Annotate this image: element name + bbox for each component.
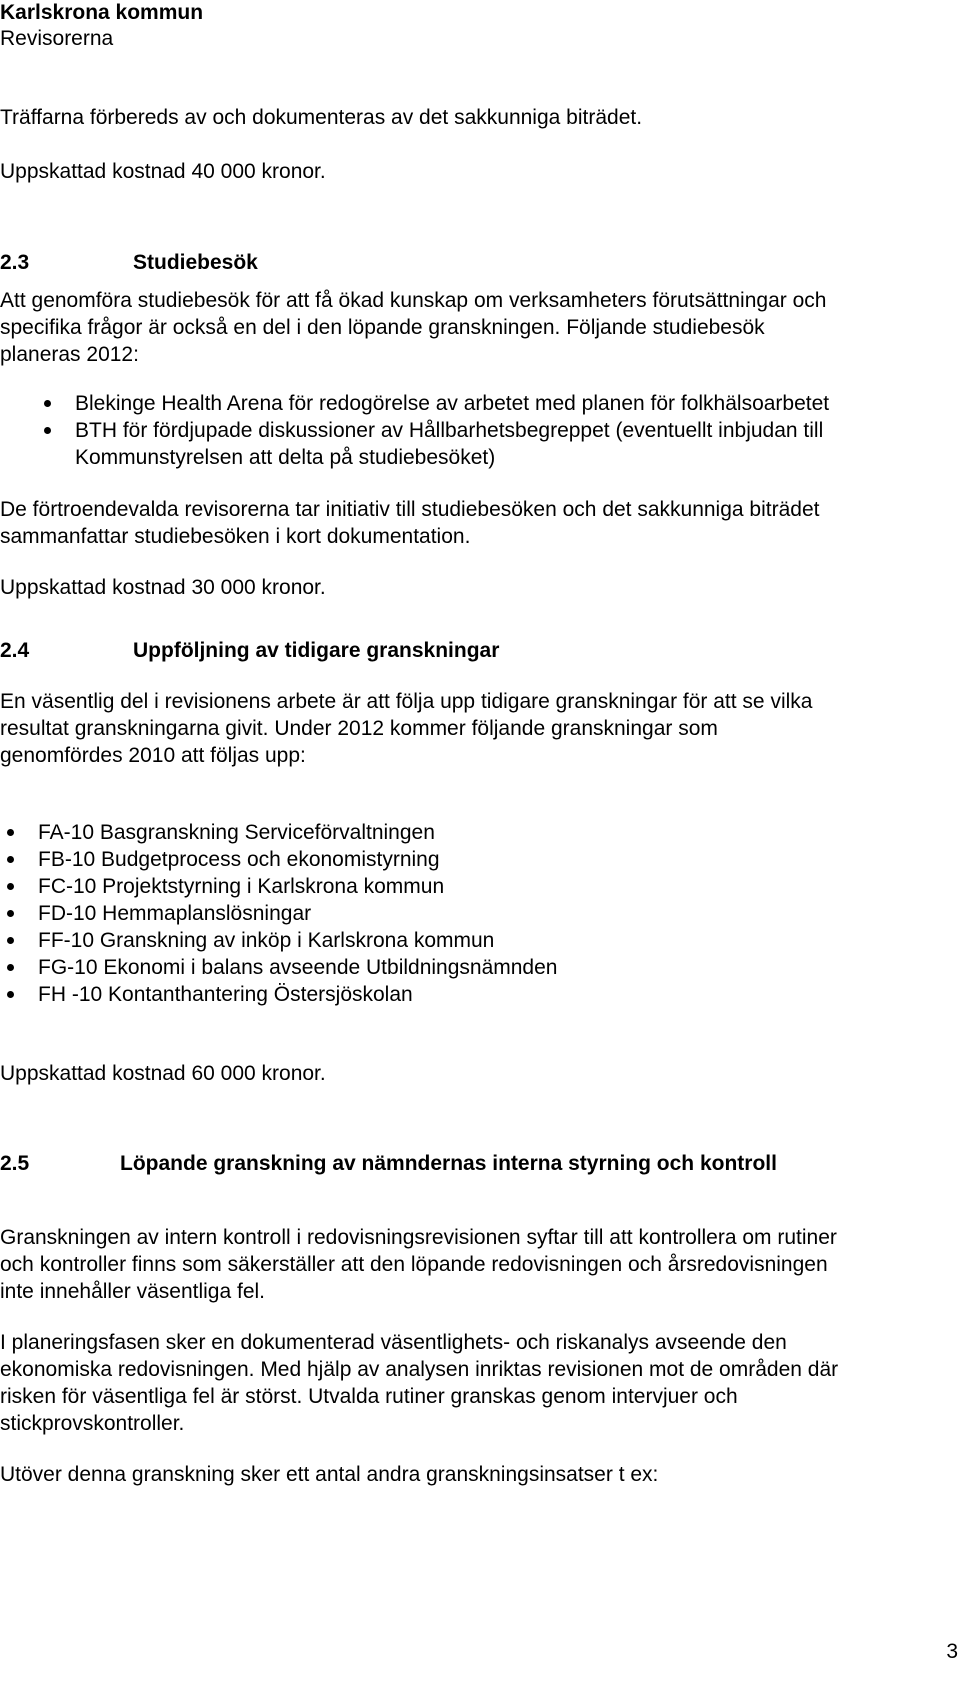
page-number: 3 xyxy=(946,1640,958,1663)
section-number: 2.4 xyxy=(0,639,30,662)
paragraph-line: specifika frågor är också en del i den löpande granskningen. Följande studiebesök xyxy=(0,316,765,339)
bullet-icon xyxy=(7,910,14,917)
paragraph-line: risken för väsentliga fel är störst. Utvalda rutiner granskas genom intervjuer och xyxy=(0,1385,738,1408)
bullet-icon xyxy=(44,427,51,434)
paragraph-line: De förtroendevalda revisorerna tar initiativ till studiebesöken och det sakkunniga biträdet xyxy=(0,498,820,521)
list-item: FA-10 Basgranskning Serviceförvaltningen xyxy=(38,821,435,844)
bullet-icon xyxy=(7,991,14,998)
paragraph-line: resultat granskningarna givit. Under 2012 kommer följande granskningar som xyxy=(0,717,718,740)
bullet-icon xyxy=(7,964,14,971)
bullet-icon xyxy=(7,829,14,836)
section-heading: Studiebesök xyxy=(133,251,258,274)
paragraph-line: Utöver denna granskning sker ett antal andra granskningsinsatser t ex: xyxy=(0,1463,659,1486)
cost-estimate: Uppskattad kostnad 60 000 kronor. xyxy=(0,1062,326,1085)
list-item: FC-10 Projektstyrning i Karlskrona kommun xyxy=(38,875,445,898)
paragraph-line: planeras 2012: xyxy=(0,343,139,366)
section-number: 2.3 xyxy=(0,251,30,274)
cost-estimate: Uppskattad kostnad 30 000 kronor. xyxy=(0,576,326,599)
paragraph-line: I planeringsfasen sker en dokumenterad väsentlighets- och riskanalys avseende den xyxy=(0,1331,787,1354)
paragraph-line: inte innehåller väsentliga fel. xyxy=(0,1280,266,1303)
list-item: BTH för fördjupade diskussioner av Hållbarhetsbegreppet (eventuellt inbjudan till xyxy=(75,419,824,442)
list-item: FD-10 Hemmaplanslösningar xyxy=(38,902,312,925)
bullet-icon xyxy=(7,937,14,944)
paragraph-line: Granskningen av intern kontroll i redovisningsrevisionen syftar till att kontrollera om rutiner xyxy=(0,1226,837,1249)
bullet-icon xyxy=(44,400,51,407)
section-heading: Löpande granskning av nämndernas interna styrning och kontroll xyxy=(120,1152,777,1175)
paragraph-line: sammanfattar studiebesöken i kort dokumentation. xyxy=(0,525,471,548)
paragraph-line: Att genomföra studiebesök för att få ökad kunskap om verksamheters förutsättningar och xyxy=(0,289,827,312)
paragraph-line: ekonomiska redovisningen. Med hjälp av analysen inriktas revisionen mot de områden där xyxy=(0,1358,839,1381)
list-item: FF-10 Granskning av inköp i Karlskrona kommun xyxy=(38,929,495,952)
paragraph-line: stickprovskontroller. xyxy=(0,1412,185,1435)
list-item: FB-10 Budgetprocess och ekonomistyrning xyxy=(38,848,440,871)
department-name: Revisorerna xyxy=(0,27,114,50)
intro-paragraph: Träffarna förbereds av och dokumenteras av det sakkunniga biträdet. xyxy=(0,106,643,129)
bullet-icon xyxy=(7,883,14,890)
section-number: 2.5 xyxy=(0,1152,30,1175)
paragraph-line: och kontroller finns som säkerställer att den löpande redovisningen och årsredovisningen xyxy=(0,1253,828,1276)
list-item: FG-10 Ekonomi i balans avseende Utbildningsnämnden xyxy=(38,956,558,979)
paragraph-line: En väsentlig del i revisionens arbete är att följa upp tidigare granskningar för att se vilka xyxy=(0,690,813,713)
list-item: Blekinge Health Arena för redogörelse av arbetet med planen för folkhälsoarbetet xyxy=(75,392,830,415)
org-name: Karlskrona kommun xyxy=(0,1,204,24)
bullet-icon xyxy=(7,856,14,863)
paragraph-line: genomfördes 2010 att följas upp: xyxy=(0,744,306,767)
list-item: FH -10 Kontanthantering Östersjöskolan xyxy=(38,983,413,1006)
section-heading: Uppföljning av tidigare granskningar xyxy=(133,639,500,662)
cost-estimate: Uppskattad kostnad 40 000 kronor. xyxy=(0,160,326,183)
list-item-continuation: Kommunstyrelsen att delta på studiebesöket) xyxy=(75,446,496,469)
